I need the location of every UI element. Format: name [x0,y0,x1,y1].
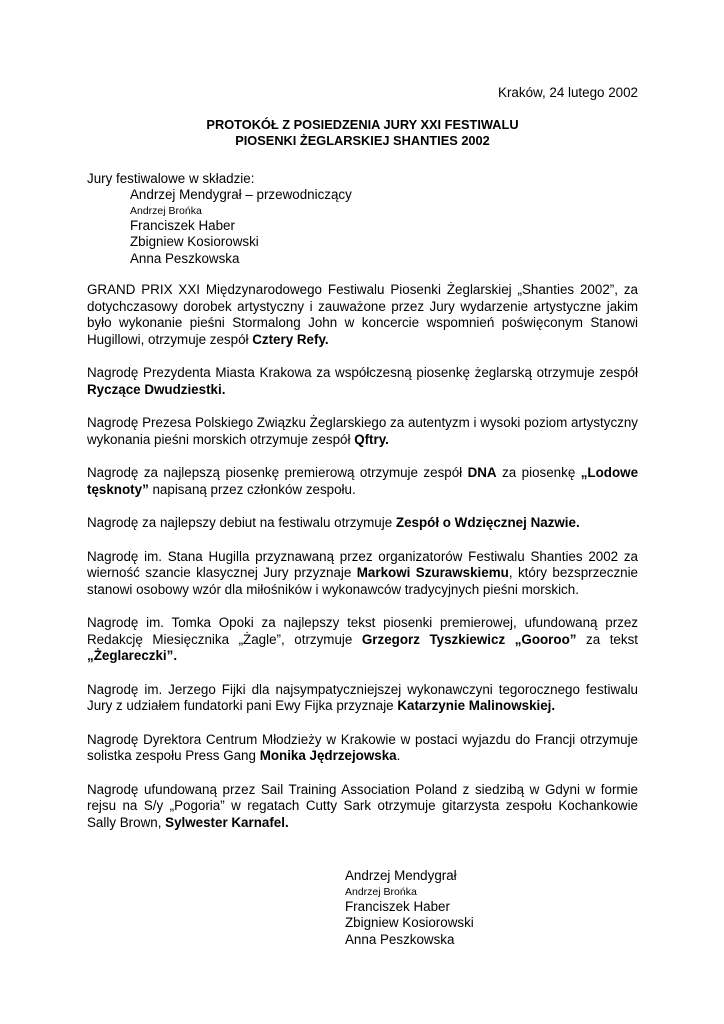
signature-name: Franciszek Haber [345,898,450,914]
jury-member: Andrzej Brońka [130,204,202,217]
jury-member: Andrzej Mendygrał – przewodniczący [130,187,352,202]
document-date: Kraków, 24 lutego 2002 [498,85,638,100]
signature-name: Zbigniew Kosiorowski [345,915,474,930]
jury-member: Franciszek Haber [130,217,235,233]
title-line-2: PIOSENKI ŻEGLARSKIEJ SHANTIES 2002 [235,132,490,148]
signature-name: Anna Peszkowska [345,931,455,947]
signatures-block [345,868,638,948]
award-paragraph-premiere-song: Nagrodę za najlepszą piosenkę premierową otrzymuje zespół DNA za piosenkę „Lodowe tęsknoty” napisaną przez członków zespołu. [87,465,639,497]
award-paragraph-sail-training: Nagrodę ufundowaną przez Sail Training Association Poland z siedzibą w Gdyni w formie rejsu na S/y „Pogoria” w regatach Cutty Sark otrzymuje gitarzysta zespołu Kochankowie Sally Brown, Sylwester Karnafel. [87,781,638,830]
document-title [87,117,638,149]
jury-intro: Jury festiwalowe w składzie: [87,170,255,186]
award-paragraph-youth-centre: Nagrodę Dyrektora Centrum Młodzieży w Krakowie w postaci wyjazdu do Francji otrzymuje solistka zespołu Press Gang Monika Jędrzejowska. [87,731,638,763]
signature-name: Andrzej Brońka [345,885,417,898]
award-paragraph-debut: Nagrodę za najlepszy debiut na festiwalu otrzymuje Zespół o Wdzięcznej Nazwie. [87,515,580,530]
award-paragraph-president: Nagrodę Prezydenta Miasta Krakowa za współczesną piosenkę żeglarską otrzymuje zespół Ryczące Dwudziestki. [87,365,638,397]
jury-member: Zbigniew Kosiorowski [130,234,259,249]
award-paragraph-pzz: Nagrodę Prezesa Polskiego Związku Żeglarskiego za autentyzm i wysoki poziom artystyczny wykonania pieśni morskich otrzymuje zespół Qftry. [87,415,638,447]
award-paragraph-hugill: Nagrodę im. Stana Hugilla przyznawaną przez organizatorów Festiwalu Shanties 2002 za wierność szancie klasycznej Jury przyznaje Markowi Szurawskiemu, który bezsprzecznie stanowi osobowy wzór dla miłośników i wykonawców tradycyjnych pieśni morskich. [87,548,639,597]
title-line-1: PROTOKÓŁ Z POSIEDZENIA JURY XXI FESTIWALU [206,116,519,132]
jury-members-list [130,187,638,267]
award-paragraph-fijka: Nagrodę im. Jerzego Fijki dla najsympatyczniejszej wykonawczyni tegorocznego festiwalu Jury z udziałem fundatorki pani Ewy Fijka przyznaje Katarzynie Malinowskiej. [87,681,638,713]
document-page [87,85,638,948]
award-paragraph-opoka: Nagrodę im. Tomka Opoki za najlepszy tekst piosenki premierowej, ufundowaną przez Redakcję Miesięcznika „Żagle”, otrzymuje Grzegorz Tyszkiewicz „Gooroo” za tekst „Żeglareczki”. [87,615,638,663]
signature-name: Andrzej Mendygrał [345,868,457,883]
award-paragraph-grand-prix: GRAND PRIX XXI Międzynarodowego Festiwalu Piosenki Żeglarskiej „Shanties 2002”, za dotychczasowy dorobek artystyczny i zauważone przez Jury wydarzenie artystyczne jakim było wykonanie pieśni Stormalong John w koncercie wspomnień poświęconym Stanowi Hugillowi, otrzymuje zespół Cztery Refy. [87,282,638,347]
jury-member: Anna Peszkowska [130,250,240,266]
